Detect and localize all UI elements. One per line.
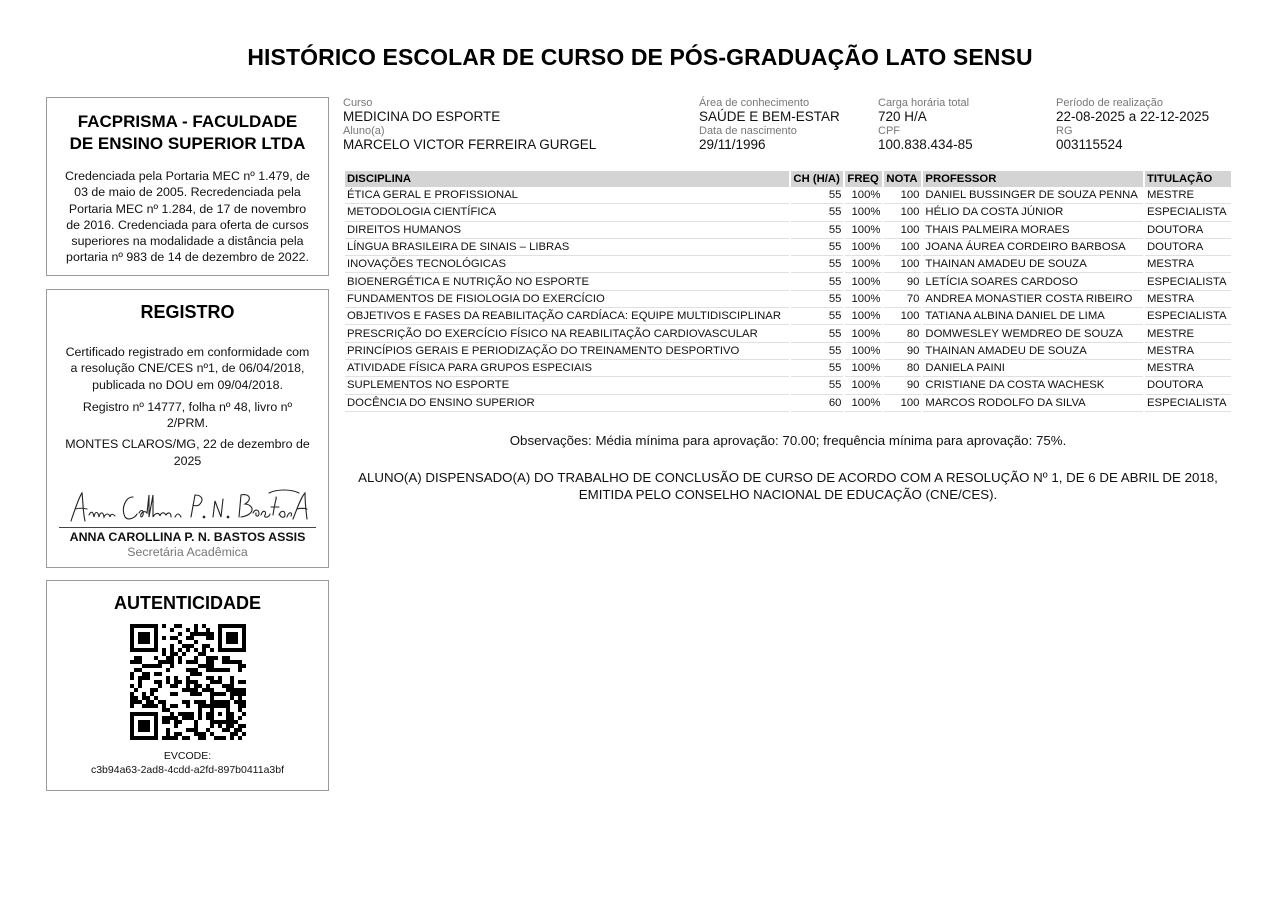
- cell-titulacao: MESTRA: [1145, 291, 1231, 308]
- rg-label: RG: [1056, 125, 1073, 137]
- cell-disciplina: BIOENERGÉTICA E NUTRIÇÃO NO ESPORTE: [345, 273, 789, 290]
- cell-freq: 100%: [845, 395, 882, 412]
- cell-freq: 100%: [845, 187, 882, 204]
- cell-disciplina: DIREITOS HUMANOS: [345, 222, 789, 239]
- cell-ch: 55: [791, 325, 843, 342]
- cell-professor: LETÍCIA SOARES CARDOSO: [923, 273, 1143, 290]
- cell-nota: 100: [884, 256, 921, 273]
- registro-box: [46, 289, 329, 568]
- info-nascimento: [699, 125, 797, 152]
- observacoes: Observações: Média mínima para aprovação: 70.00; frequência mínima para aprovação: 75%.: [509, 433, 1067, 448]
- institution-box: [46, 97, 329, 276]
- curso-label: Curso: [343, 97, 373, 109]
- cell-titulacao: MESTRA: [1145, 343, 1231, 360]
- cell-ch: 55: [791, 187, 843, 204]
- institution-name-line2: DE ENSINO SUPERIOR LTDA: [69, 134, 306, 153]
- cell-ch: 55: [791, 256, 843, 273]
- cell-disciplina: PRESCRIÇÃO DO EXERCÍCIO FÍSICO NA REABILITAÇÃO CARDIOVASCULAR: [345, 325, 789, 342]
- table-row: [345, 308, 1231, 325]
- cell-disciplina: OBJETIVOS E FASES DA REABILITAÇÃO CARDÍACA: EQUIPE MULTIDISCIPLINAR: [345, 308, 789, 325]
- cell-disciplina: PRINCÍPIOS GERAIS E PERIODIZAÇÃO DO TREINAMENTO DESPORTIVO: [345, 343, 789, 360]
- institution-name-line1: FACPRISMA - FACULDADE: [77, 112, 298, 131]
- info-carga: [878, 97, 969, 124]
- cell-professor: DANIELA PAINI: [923, 360, 1143, 377]
- dispensa-line2: EMITIDA PELO CONSELHO NACIONAL DE EDUCAÇÃO (CNE/CES).: [578, 487, 998, 502]
- cell-disciplina: ATIVIDADE FÍSICA PARA GRUPOS ESPECIAIS: [345, 360, 789, 377]
- cell-titulacao: DOUTORA: [1145, 239, 1231, 256]
- cell-titulacao: MESTRA: [1145, 360, 1231, 377]
- col-ch: CH (H/A): [791, 171, 843, 187]
- cell-disciplina: DOCÊNCIA DO ENSINO SUPERIOR: [345, 395, 789, 412]
- cell-professor: HÉLIO DA COSTA JÚNIOR: [923, 204, 1143, 221]
- cell-nota: 100: [884, 187, 921, 204]
- signer-role: Secretária Acadêmica: [127, 545, 248, 560]
- col-freq: FREQ: [845, 171, 882, 187]
- cell-titulacao: ESPECIALISTA: [1145, 273, 1231, 290]
- aluno-value: MARCELO VICTOR FERREIRA GURGEL: [343, 137, 597, 152]
- institution-credentials: Credenciada pela Portaria MEC nº 1.479, de 03 de maio de 2005. Recredenciada pela Portaria MEC nº 1.284, de 17 de novembro de 2016. Credenciada para oferta de cursos superiores na modalidade a distância pela portaria nº 983 de 14 de dezembro de 2022.: [65, 169, 310, 265]
- cpf-value: 100.838.434-85: [878, 137, 973, 152]
- cell-nota: 80: [884, 360, 921, 377]
- cell-ch: 55: [791, 273, 843, 290]
- registro-heading: REGISTRO: [140, 302, 235, 322]
- cell-freq: 100%: [845, 360, 882, 377]
- table-row: [345, 204, 1231, 221]
- cell-ch: 55: [791, 360, 843, 377]
- signature-line: [59, 527, 316, 528]
- info-aluno: [343, 125, 596, 152]
- cell-professor: THAINAN AMADEU DE SOUZA: [923, 256, 1143, 273]
- cell-nota: 100: [884, 239, 921, 256]
- cell-disciplina: LÍNGUA BRASILEIRA DE SINAIS – LIBRAS: [345, 239, 789, 256]
- table-row: [345, 187, 1231, 204]
- aluno-label: Aluno(a): [343, 125, 385, 137]
- signature-image: [63, 487, 313, 527]
- carga-value: 720 H/A: [878, 109, 927, 124]
- curso-value: MEDICINA DO ESPORTE: [343, 109, 501, 124]
- cell-freq: 100%: [845, 222, 882, 239]
- cell-disciplina: SUPLEMENTOS NO ESPORTE: [345, 377, 789, 394]
- grades-table: [343, 171, 1233, 412]
- cell-nota: 70: [884, 291, 921, 308]
- cell-ch: 55: [791, 377, 843, 394]
- cell-ch: 60: [791, 395, 843, 412]
- cell-freq: 100%: [845, 273, 882, 290]
- signer-name: ANNA CAROLLINA P. N. BASTOS ASSIS: [69, 530, 306, 545]
- nascimento-label: Data de nascimento: [699, 125, 797, 137]
- dispensa-line1: ALUNO(A) DISPENSADO(A) DO TRABALHO DE CONCLUSÃO DE CURSO DE ACORDO COM A RESOLUÇÃO Nº 1, DE 6 DE ABRIL DE 2018,: [358, 470, 1218, 485]
- grades-header-row: [345, 171, 1231, 187]
- cell-ch: 55: [791, 308, 843, 325]
- area-value: SAÚDE E BEM-ESTAR: [699, 109, 840, 124]
- info-cpf: [878, 125, 973, 152]
- cell-nota: 100: [884, 395, 921, 412]
- cell-titulacao: DOUTORA: [1145, 377, 1231, 394]
- cell-nota: 90: [884, 273, 921, 290]
- cell-freq: 100%: [845, 239, 882, 256]
- rg-value: 003115524: [1056, 137, 1123, 152]
- col-nota: NOTA: [884, 171, 921, 187]
- evcode-label: EVCODE:: [163, 750, 212, 762]
- cell-professor: JOANA ÁUREA CORDEIRO BARBOSA: [923, 239, 1143, 256]
- cell-freq: 100%: [845, 256, 882, 273]
- cell-freq: 100%: [845, 291, 882, 308]
- info-rg: [1056, 125, 1123, 152]
- table-row: [345, 325, 1231, 342]
- cell-professor: THAINAN AMADEU DE SOUZA: [923, 343, 1143, 360]
- cell-professor: THAIS PALMEIRA MORAES: [923, 222, 1143, 239]
- registro-place-date: MONTES CLAROS/MG, 22 de dezembro de 2025: [65, 437, 310, 468]
- autenticidade-heading: AUTENTICIDADE: [114, 593, 261, 613]
- cell-freq: 100%: [845, 343, 882, 360]
- institution-name: [47, 111, 328, 155]
- cell-freq: 100%: [845, 308, 882, 325]
- cell-titulacao: MESTRA: [1145, 256, 1231, 273]
- nascimento-value: 29/11/1996: [699, 137, 766, 152]
- autenticidade-box: [46, 580, 329, 791]
- area-label: Área de conhecimento: [699, 97, 810, 109]
- page-title: HISTÓRICO ESCOLAR DE CURSO DE PÓS-GRADUAÇÃO LATO SENSU: [247, 44, 1033, 70]
- cell-ch: 55: [791, 343, 843, 360]
- table-row: [345, 343, 1231, 360]
- cell-titulacao: ESPECIALISTA: [1145, 204, 1231, 221]
- dispensa-notice: [343, 469, 1233, 503]
- table-row: [345, 395, 1231, 412]
- cell-nota: 90: [884, 343, 921, 360]
- cell-titulacao: ESPECIALISTA: [1145, 395, 1231, 412]
- cell-freq: 100%: [845, 325, 882, 342]
- table-row: [345, 239, 1231, 256]
- cell-titulacao: MESTRE: [1145, 325, 1231, 342]
- cell-disciplina: METODOLOGIA CIENTÍFICA: [345, 204, 789, 221]
- cell-ch: 55: [791, 204, 843, 221]
- registro-text: Certificado registrado em conformidade com a resolução CNE/CES nº1, de 06/04/2018, publicada no DOU em 09/04/2018.: [65, 345, 310, 392]
- cell-professor: TATIANA ALBINA DANIEL DE LIMA: [923, 308, 1143, 325]
- evcode-value: c3b94a63-2ad8-4cdd-a2fd-897b0411a3bf: [90, 764, 285, 776]
- cell-ch: 55: [791, 222, 843, 239]
- cell-professor: ANDREA MONASTIER COSTA RIBEIRO: [923, 291, 1143, 308]
- col-disciplina: DISCIPLINA: [345, 171, 789, 187]
- cell-freq: 100%: [845, 204, 882, 221]
- cell-disciplina: ÉTICA GERAL E PROFISSIONAL: [345, 187, 789, 204]
- periodo-value: 22-08-2025 a 22-12-2025: [1056, 109, 1210, 124]
- info-curso: [343, 97, 500, 124]
- cell-titulacao: MESTRE: [1145, 187, 1231, 204]
- qr-code-icon[interactable]: [130, 624, 246, 740]
- col-professor: PROFESSOR: [923, 171, 1143, 187]
- table-row: [345, 377, 1231, 394]
- cell-professor: DOMWESLEY WEMDREO DE SOUZA: [923, 325, 1143, 342]
- cell-professor: CRISTIANE DA COSTA WACHESK: [923, 377, 1143, 394]
- cell-titulacao: ESPECIALISTA: [1145, 308, 1231, 325]
- table-row: [345, 256, 1231, 273]
- table-row: [345, 222, 1231, 239]
- cell-disciplina: INOVAÇÕES TECNOLÓGICAS: [345, 256, 789, 273]
- table-row: [345, 360, 1231, 377]
- cell-professor: MARCOS RODOLFO DA SILVA: [923, 395, 1143, 412]
- col-titulacao: TITULAÇÃO: [1145, 171, 1231, 187]
- cell-ch: 55: [791, 239, 843, 256]
- periodo-label: Período de realização: [1056, 97, 1164, 109]
- cell-freq: 100%: [845, 377, 882, 394]
- info-area: [699, 97, 840, 124]
- cell-nota: 100: [884, 222, 921, 239]
- cell-titulacao: DOUTORA: [1145, 222, 1231, 239]
- cell-professor: DANIEL BUSSINGER DE SOUZA PENNA: [923, 187, 1143, 204]
- cell-nota: 100: [884, 204, 921, 221]
- cell-disciplina: FUNDAMENTOS DE FISIOLOGIA DO EXERCÍCIO: [345, 291, 789, 308]
- table-row: [345, 291, 1231, 308]
- registro-number: Registro nº 14777, folha nº 48, livro nº 2/PRM.: [82, 399, 293, 431]
- info-periodo: [1056, 97, 1209, 124]
- carga-label: Carga horária total: [878, 97, 970, 109]
- cell-nota: 80: [884, 325, 921, 342]
- cell-ch: 55: [791, 291, 843, 308]
- cpf-label: CPF: [878, 125, 900, 137]
- cell-nota: 100: [884, 308, 921, 325]
- table-row: [345, 273, 1231, 290]
- cell-nota: 90: [884, 377, 921, 394]
